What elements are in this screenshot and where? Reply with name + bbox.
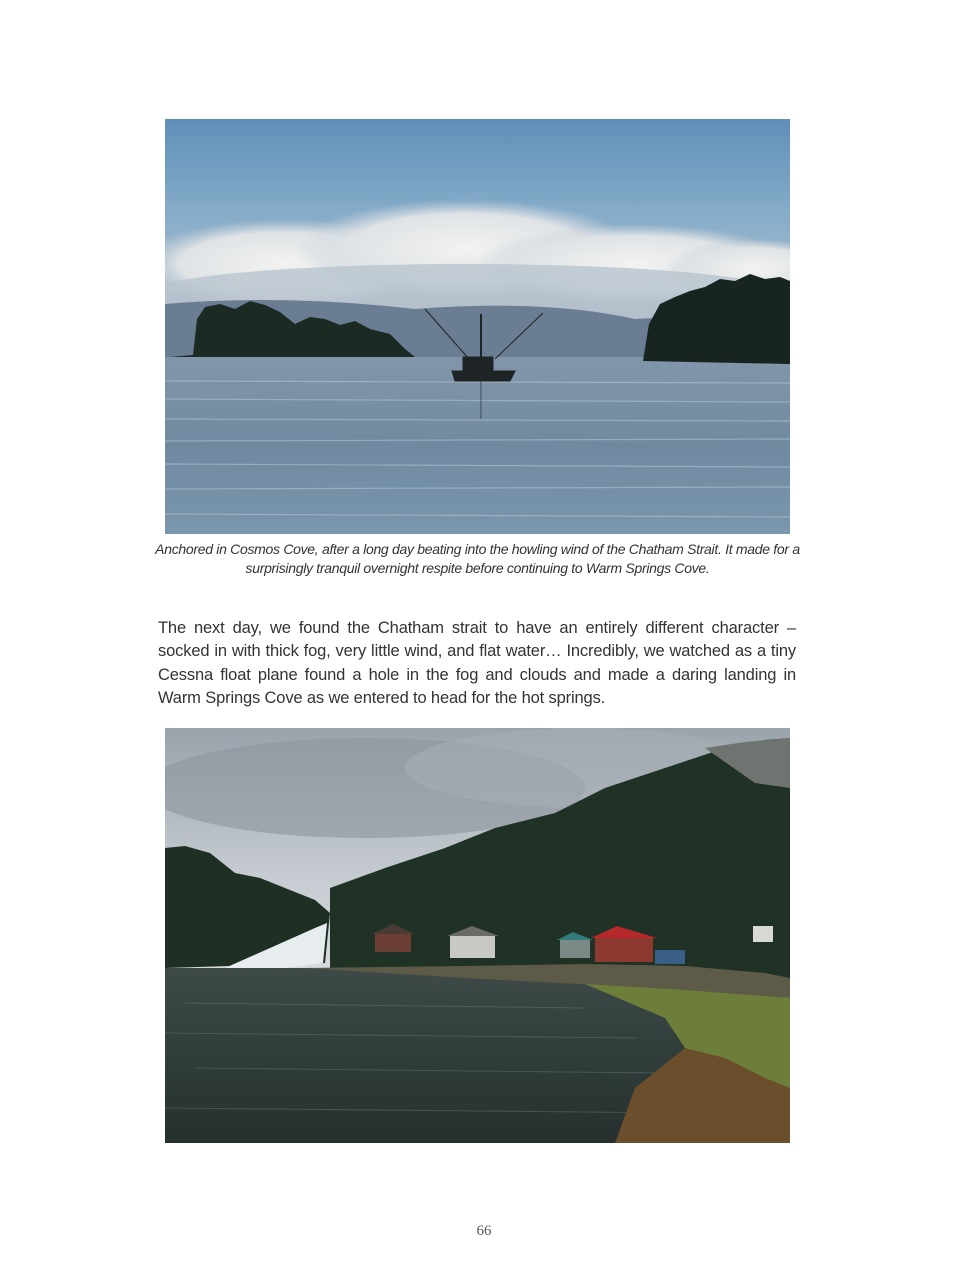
photo-warm-springs-cove bbox=[165, 728, 790, 1143]
body-paragraph: The next day, we found the Chatham strait to have an entirely different character – socked in with thick fog, very little wind, and flat water… Incredibly, we watched as a tiny Cessna float plane found a hole in the fog and clouds and made a daring landing in Warm Springs Cove as we entered to head for the hot springs. bbox=[158, 619, 796, 707]
page-number: 66 bbox=[476, 1223, 492, 1239]
photo-cosmos-cove bbox=[165, 119, 790, 534]
figure-caption: Anchored in Cosmos Cove, after a long day beating into the howling wind of the Chatham Strait. It made for a surprisingly tranquil overnight respite before continuing to Warm Springs Cove. bbox=[155, 541, 800, 576]
